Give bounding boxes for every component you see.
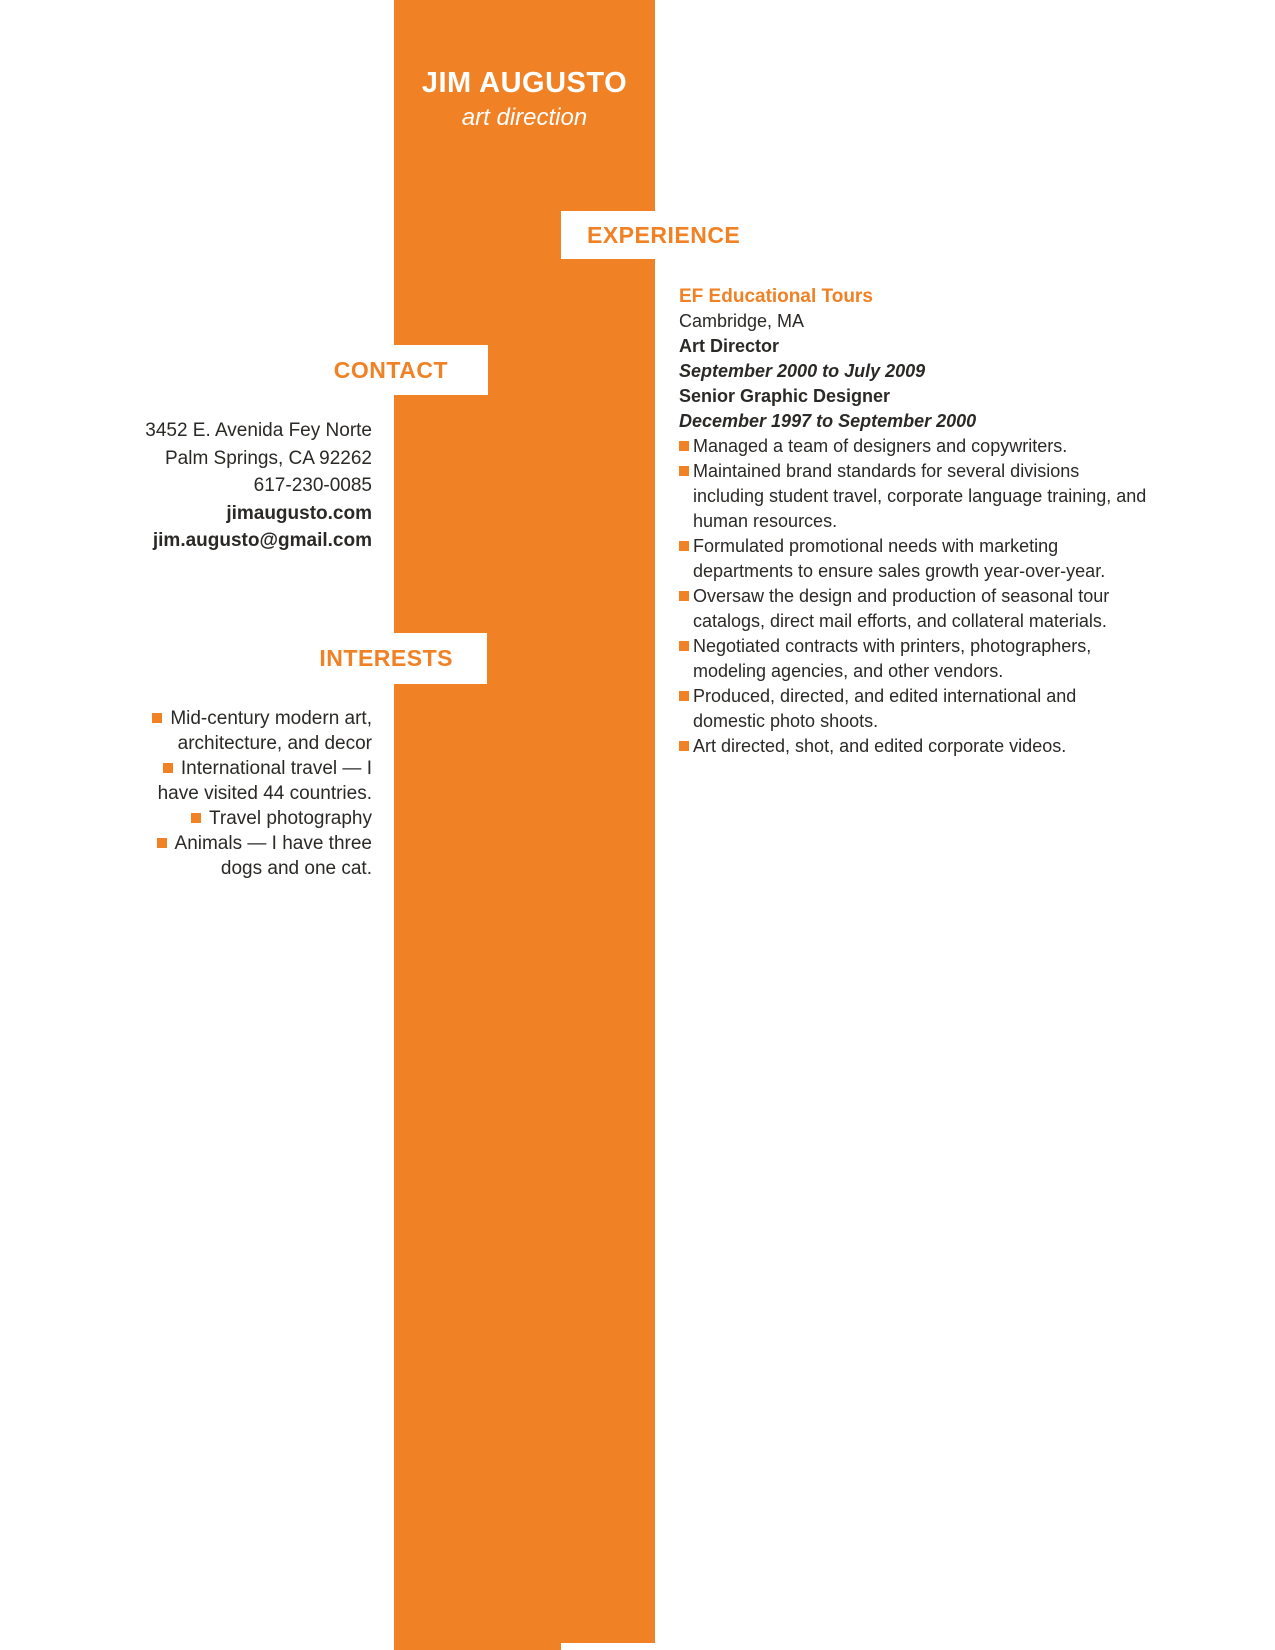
bullet-text: Produced, directed, and edited international and domestic photo shoots.	[693, 686, 1077, 731]
bullet-text: Maintained brand standards for several divisions including student travel, corporate language training, and human resources.	[693, 461, 1147, 531]
interest-item	[120, 806, 372, 831]
contact-phone: 617-230-0085	[253, 475, 372, 496]
bullet-text: Formulated promotional needs with marketing departments to ensure sales growth year-over-year.	[693, 536, 1106, 581]
bullet-square-icon	[157, 838, 167, 848]
interest-item	[120, 706, 372, 756]
interest-text: International travel — I have visited 44 countries.	[157, 758, 372, 804]
bullet-text: Negotiated contracts with printers, photographers, modeling agencies, and other vendors.	[693, 636, 1092, 681]
experience-bullet-item	[679, 634, 1149, 684]
interest-text: Animals — I have three dogs and one cat.	[174, 833, 372, 879]
interests-heading: INTERESTS	[319, 645, 453, 671]
bullet-square-icon	[679, 641, 689, 651]
experience-bullet-item	[679, 734, 1149, 759]
experience-bullet-item	[679, 684, 1149, 734]
bullet-square-icon	[679, 541, 689, 551]
contact-heading: CONTACT	[333, 356, 448, 383]
interest-item	[120, 831, 372, 881]
bullet-square-icon	[152, 713, 162, 723]
bullet-square-icon	[191, 813, 201, 823]
bullet-square-icon	[679, 591, 689, 601]
experience-bullet-item	[679, 584, 1149, 634]
bullet-square-icon	[679, 691, 689, 701]
bullet-square-icon	[679, 466, 689, 476]
company-location: Cambridge, MA	[679, 311, 805, 331]
role-dates-2: December 1997 to September 2000	[679, 411, 977, 431]
interest-text: Travel photography	[208, 808, 372, 829]
experience-bullet-list	[679, 434, 1149, 759]
experience-bullet-item	[679, 434, 1149, 459]
role-title-1: Art Director	[679, 336, 780, 356]
contact-website: jimaugusto.com	[226, 502, 372, 524]
role-dates-1: September 2000 to July 2009	[679, 361, 926, 381]
role-title-2: Senior Graphic Designer	[679, 386, 891, 406]
bullet-text: Managed a team of designers and copywriters.	[693, 436, 1068, 456]
experience-heading: EXPERIENCE	[587, 221, 741, 248]
company-name: EF Educational Tours	[679, 286, 873, 307]
interests-section	[120, 706, 372, 881]
experience-section	[679, 284, 1149, 759]
experience-bullet-item	[679, 459, 1149, 534]
contact-email: jim.augusto@gmail.com	[152, 530, 372, 551]
bullet-square-icon	[679, 441, 689, 451]
contact-address-line1: 3452 E. Avenida Fey Norte	[145, 420, 372, 441]
bullet-text: Art directed, shot, and edited corporate videos.	[693, 736, 1067, 756]
experience-heading-box	[561, 211, 791, 259]
interest-item	[120, 756, 372, 806]
experience-bullet-item	[679, 534, 1149, 584]
contact-address-line2: Palm Springs, CA 92262	[164, 447, 372, 469]
person-name: JIM AUGUSTO	[421, 67, 628, 99]
person-tagline: art direction	[461, 104, 588, 131]
name-block	[394, 66, 655, 132]
contact-heading-box	[318, 345, 488, 395]
bullet-square-icon	[163, 763, 173, 773]
interests-heading-box	[318, 633, 487, 684]
bottom-section-notch	[561, 1643, 791, 1650]
bullet-square-icon	[679, 741, 689, 751]
interest-text: Mid-century modern art, architecture, and decor	[170, 708, 372, 754]
contact-section	[120, 417, 372, 555]
bullet-text: Oversaw the design and production of seasonal tour catalogs, direct mail efforts, and collateral materials.	[693, 586, 1110, 631]
